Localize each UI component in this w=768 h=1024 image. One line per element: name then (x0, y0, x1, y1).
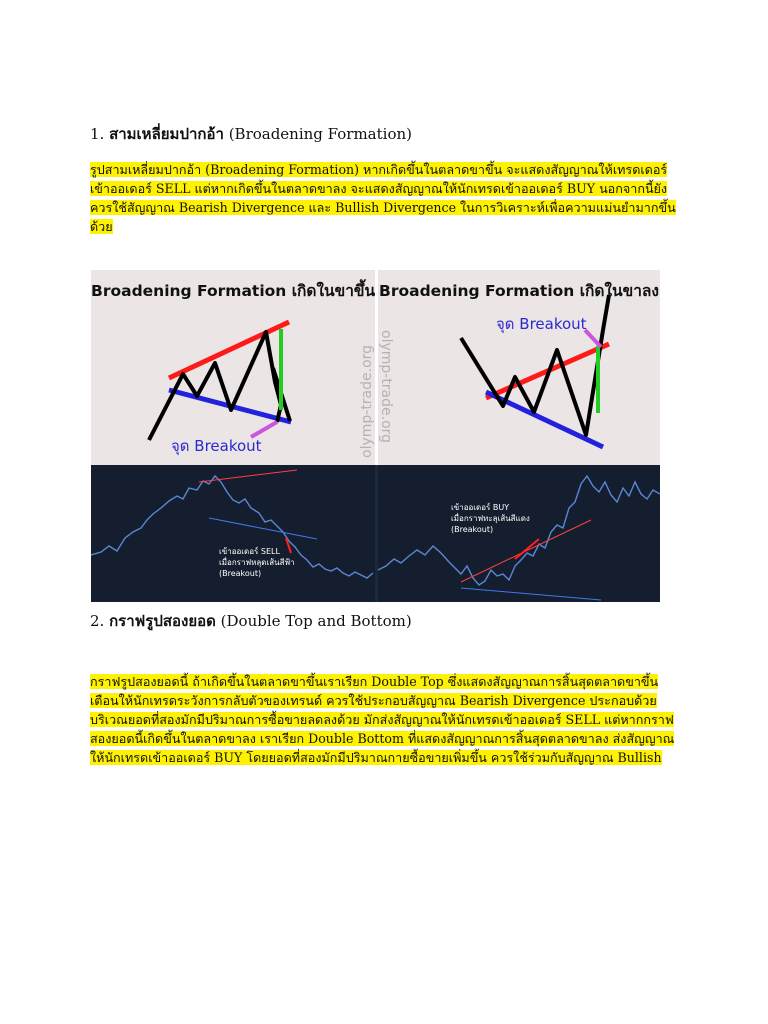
broadening-formation-figure (91, 270, 660, 602)
section-2-paragraph (90, 672, 680, 767)
right-breakout-label: จุด Breakout (496, 315, 587, 333)
section-2-number: 2. (90, 612, 105, 630)
section-2-heading (90, 611, 412, 631)
section-1-heading (90, 124, 412, 144)
section-2-title-en: (Double Top and Bottom) (220, 612, 412, 630)
right-panel-title: Broadening Formation เกิดในขาลง (379, 282, 659, 300)
section-1-paragraph (90, 160, 680, 236)
left-chart-annotation: เข้าออเดอร์ SELL เมื่อกราฟหลุดเส้นสีฟ้า (Breakout) (219, 547, 295, 578)
section-1-title-thai: สามเหลี่ยมปากอ้า (109, 125, 224, 143)
chart-divider (375, 465, 378, 602)
right-watermark: olymp-trade.org (378, 330, 394, 444)
left-breakout-label: จุด Breakout (171, 437, 262, 455)
left-panel-title: Broadening Formation เกิดในขาขึ้น (91, 282, 376, 300)
section-2-body: กราฟรูปสองยอดนี้ ถ้าเกิดขึ้นในตลาดขาขึ้นเราเรียก Double Top ซึ่งแสดงสัญญาณการสิ้นสุดตลาดขาขึ้น เตือนให้นักเทรดระวังการกลับตัวของเทรนด์ ควรใช้ประกอบสัญญาณ Bearish Divergence ประกอบด้วย บริเวณยอดที่สองมักมีปริมาณการซื้อขายลดลงด้วย มักส่งสัญญาณให้นักเทรดเข้าออเดอร์ SELL แต่หากกราฟสองยอดนี้เกิดขึ้นในตลาดขาลง เราเรียก Double Bottom ที่แสดงสัญญาณการสิ้นสุดตลาดขาลง ส่งสัญญาณให้นักเทรดเข้าออเดอร์ BUY โดยยอดที่สองมักมีปริมาณกายซื้อขายเพิ่มขึ้น ควรใช้ร่วมกับสัญญาณ Bullish (90, 674, 675, 765)
section-1-title-en: (Broadening Formation) (228, 125, 412, 143)
section-2-title-thai: กราฟรูปสองยอด (109, 612, 216, 630)
left-watermark: olymp-trade.org (359, 344, 375, 458)
section-1-number: 1. (90, 125, 105, 143)
right-chart-annotation: เข้าออเดอร์ BUY เมื่อกราฟทะลุเส้นสีแดง (Breakout) (451, 503, 530, 534)
section-1-body: รูปสามเหลี่ยมปากอ้า (Broadening Formation) หากเกิดขึ้นในตลาดขาขึ้น จะแสดงสัญญาณให้เทรดเดอร์เข้าออเดอร์ SELL แต่หากเกิดขึ้นในตลาดขาลง จะแสดงสัญญาณให้นักเทรดเข้าออเดอร์ BUY นอกจากนี้ยังควรใช้สัญญาณ Bearish Divergence และ Bullish Divergence ในการวิเคราะห์เพื่อความแม่นยำมากขึ้นด้วย (90, 162, 676, 234)
